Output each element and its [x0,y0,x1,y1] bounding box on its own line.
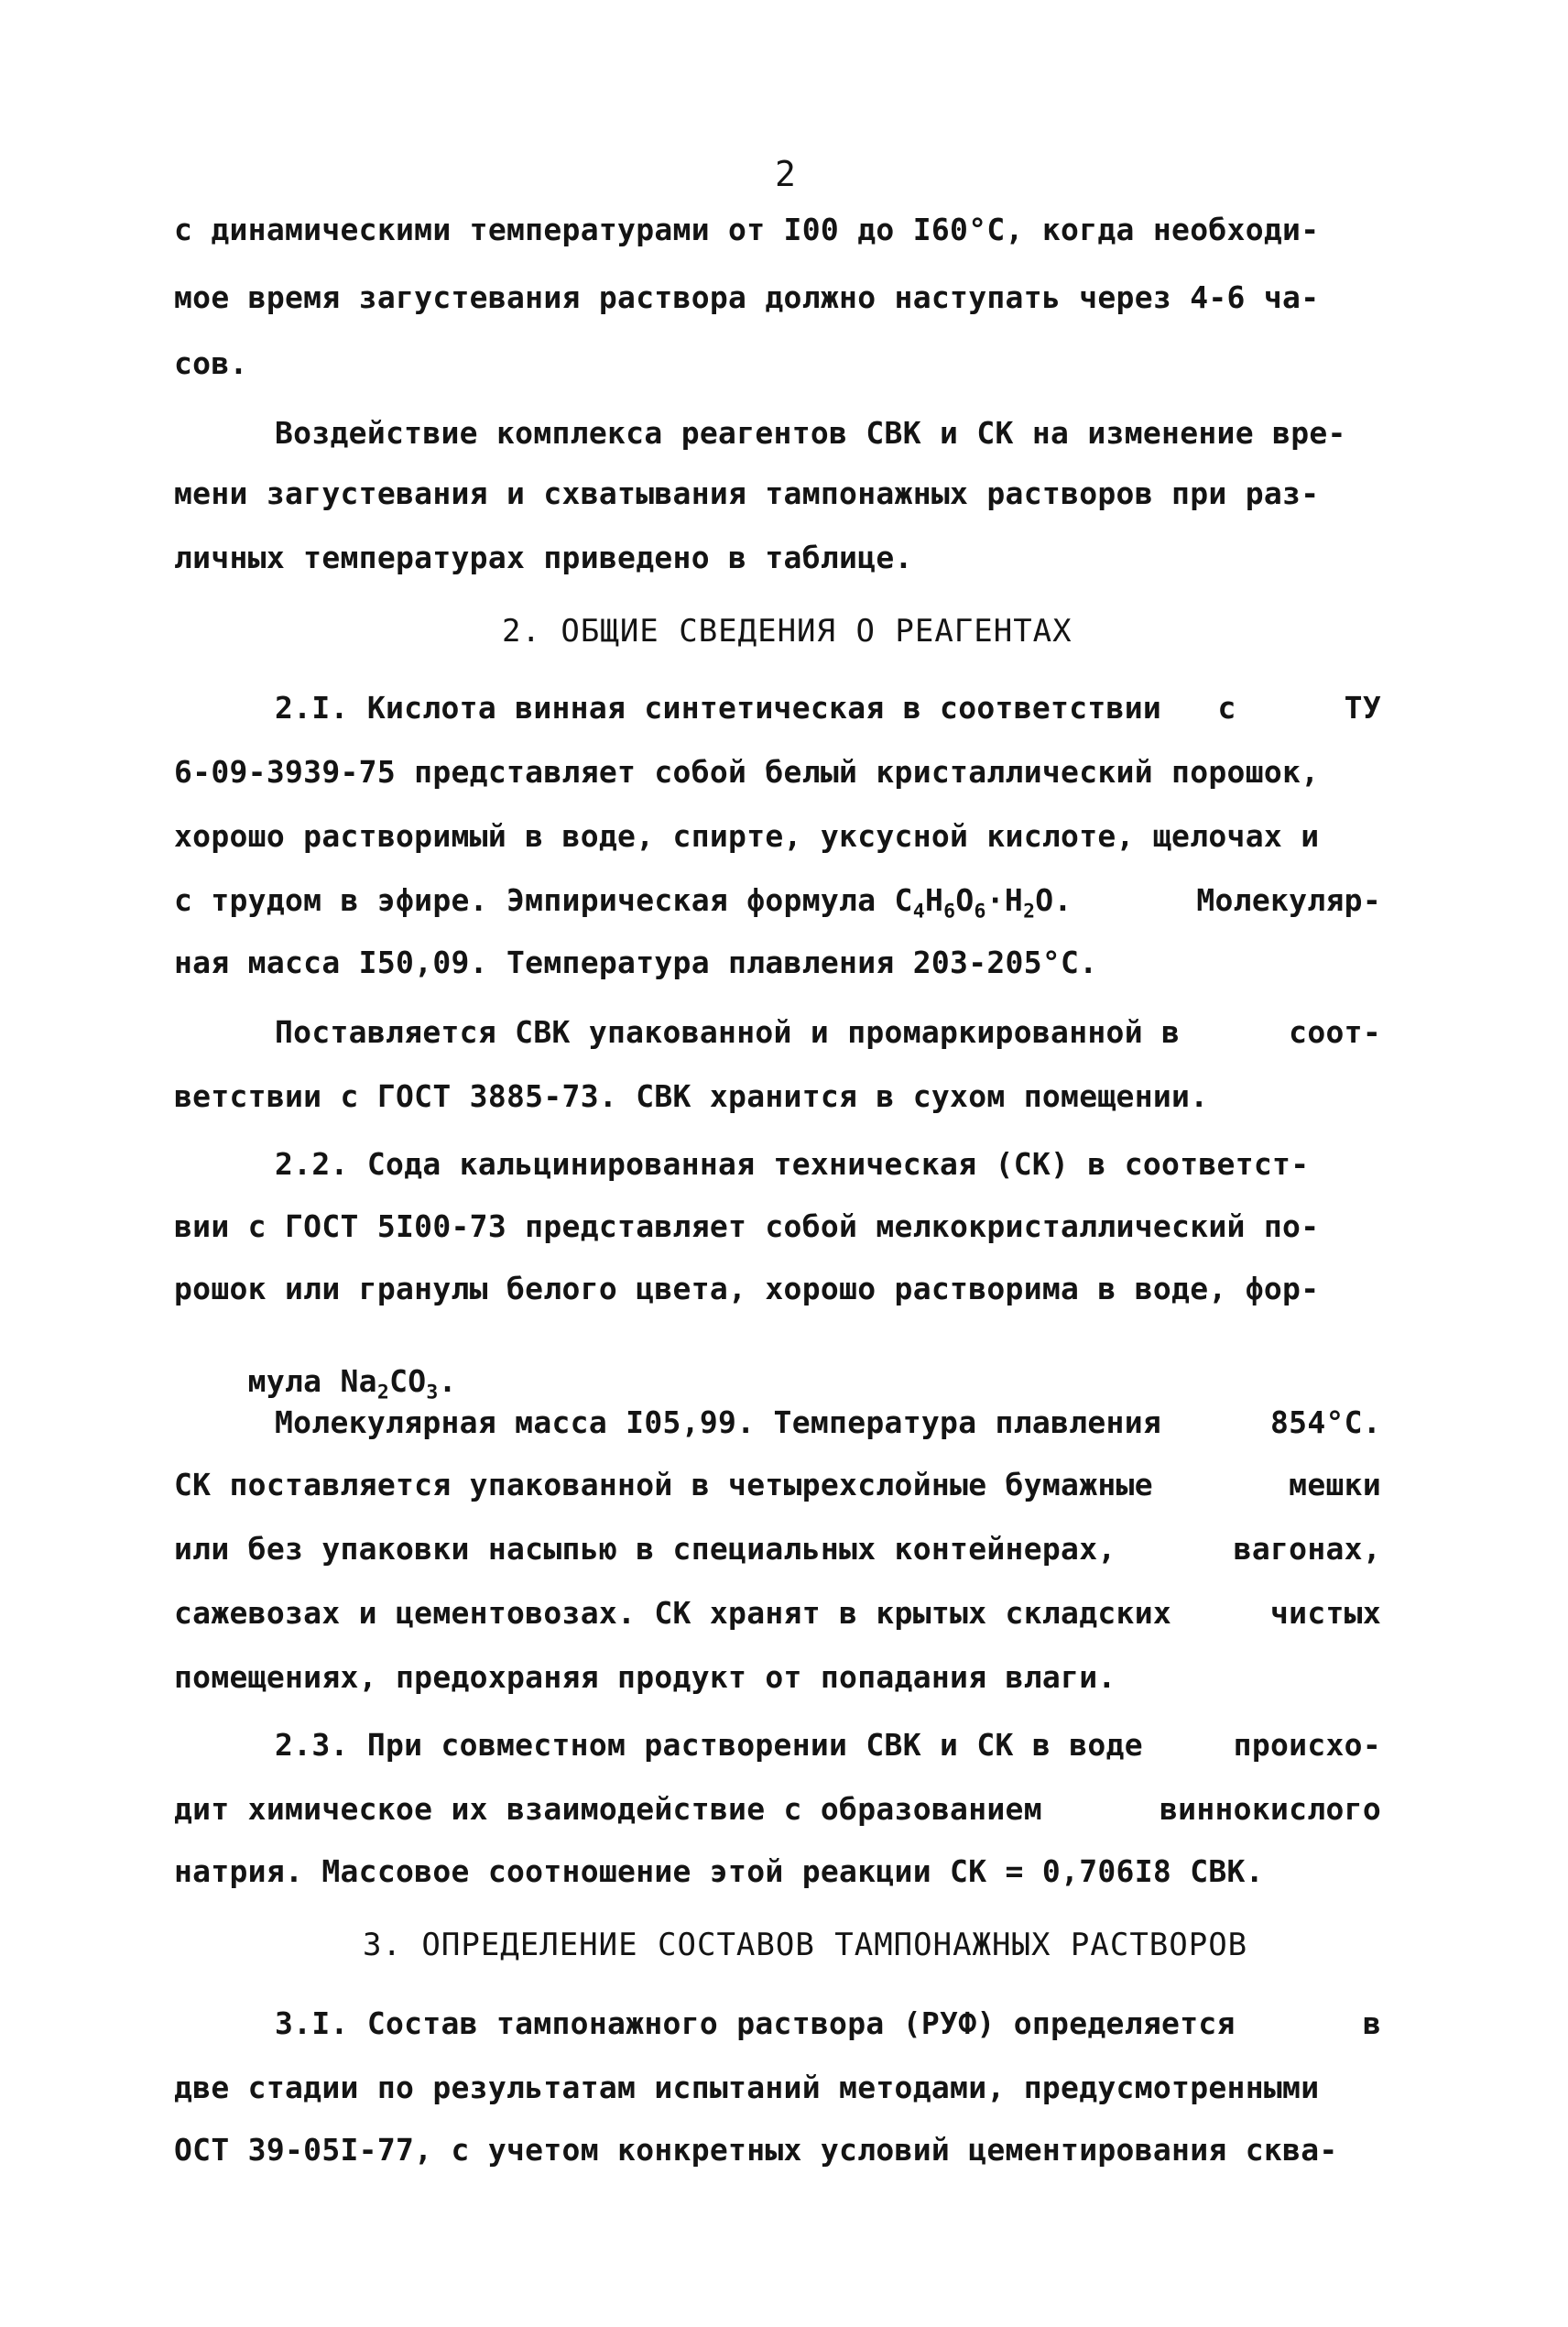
text-line [174,214,1381,245]
text-line [174,1791,1381,1827]
text-line-content: происхо- [1233,1727,1381,1763]
text-line-content: СК поставляется упакованной в четырехслойные бумажные [174,1467,1153,1502]
text-line: помещениях, предохраняя продукт от попадания влаги. [174,1659,1116,1695]
text-line: мени загустевания и схватывания тампонажных растворов при раз- [174,475,1320,511]
text-line-content: с трудом в эфире. Эмпирическая формула [174,882,895,918]
text-line [174,1595,1381,1631]
text-line-content: дит химическое их взаимодействие с образованием [174,1791,1042,1827]
text-line: личных температурах приведено в таблице. [174,540,913,575]
text-line: сов. [174,345,248,381]
text-line-content: 2.3. При совместном растворении СВК и СК в воде [275,1727,1143,1763]
text-line [174,882,1381,923]
text-line-content: или без упаковки насыпью в специальных контейнерах, [174,1531,1116,1567]
text-line [275,690,1381,726]
text-line: ветствии с ГОСТ 3885-73. СВК хранится в сухом помещении. [174,1078,1209,1114]
text-line: две стадии по результатам испытаний методами, предусмотренными [174,2070,1320,2105]
text-line-content: мула [247,1363,341,1399]
section-heading: 2. ОБЩИЕ СВЕДЕНИЯ О РЕАГЕНТАХ [502,613,1073,650]
text-line [174,279,1381,315]
text-line: натрия. Массовое соотношение этой реакции СК = 0,706I8 СВК. [174,1853,1264,1889]
chemical-formula: $C_4H_6O_6\cdot H_2O$. [894,882,1073,923]
text-line-content: виннокислого [1159,1791,1381,1827]
text-line [275,1727,1381,1763]
text-line: ная масса I50,09. Температура плавления 203-205°С. [174,945,1098,980]
text-line [174,1469,1381,1500]
section-heading: 3. ОПРЕДЕЛЕНИЕ СОСТАВОВ ТАМПОНАЖНЫХ РАСТВОРОВ [363,1927,1248,1963]
text-line: вии с ГОСТ 5I00-73 представляет собой мелкокристаллический по- [174,1208,1320,1244]
text-line [275,1014,1381,1050]
text-line-content: сажевозах и цементовозах. СК хранят в крытых складских [174,1595,1172,1631]
text-line-content: Поставляется СВК упакованной и промаркированной в [275,1014,1181,1050]
text-line-content: в [1362,2005,1381,2041]
text-line-content: 2.I. Кислота винная синтетическая в соответствии [275,690,1162,726]
text-line-content: мешки [1289,1467,1381,1502]
text-line-content: Молекуляр- [1196,882,1381,918]
text-line-content: соот- [1289,1014,1381,1050]
text-line [275,2005,1381,2041]
text-line: рошок или гранулы белого цвета, хорошо растворима в воде, фор- [174,1271,1320,1306]
text-line: 2.2. Сода кальцинированная техническая (СК) в соответст- [275,1146,1310,1182]
text-line-content: 854°С. [1269,1404,1381,1440]
text-line-content: с [1217,690,1236,726]
text-line: Воздействие комплекса реагентов СВК и СК на изменение вре- [275,415,1346,451]
text-line-content: 3.I. Состав тампонажного раствора (РУФ) определяется [275,2005,1236,2041]
text-line-content: Молекулярная масса I05,99. Температура плавления [275,1404,1162,1440]
text-line: 6-09-3939-75 представляет собой белый кристаллический порошок, [174,754,1320,790]
page-number: 2 [775,154,796,194]
text-line: ОСТ 39-05I-77, с учетом конкретных условий цементирования сква- [174,2132,1338,2168]
text-line-content: с динамическими температурами от I00 до I60°С, когда необходи- [174,212,1320,247]
text-line: хорошо растворимый в воде, спирте, уксусной кислоте, щелочах и [174,818,1320,854]
text-line-content: чистых [1269,1595,1381,1631]
text-line-content: вагонах, [1233,1531,1381,1567]
text-line [174,1531,1381,1567]
text-line-content: ТУ [1344,690,1381,726]
text-line [275,1404,1381,1440]
text-line-content: мое время загустевания раствора должно наступать через 4-6 ча- [174,279,1320,315]
chemical-formula: $Na_2CO_3$. [340,1363,457,1404]
